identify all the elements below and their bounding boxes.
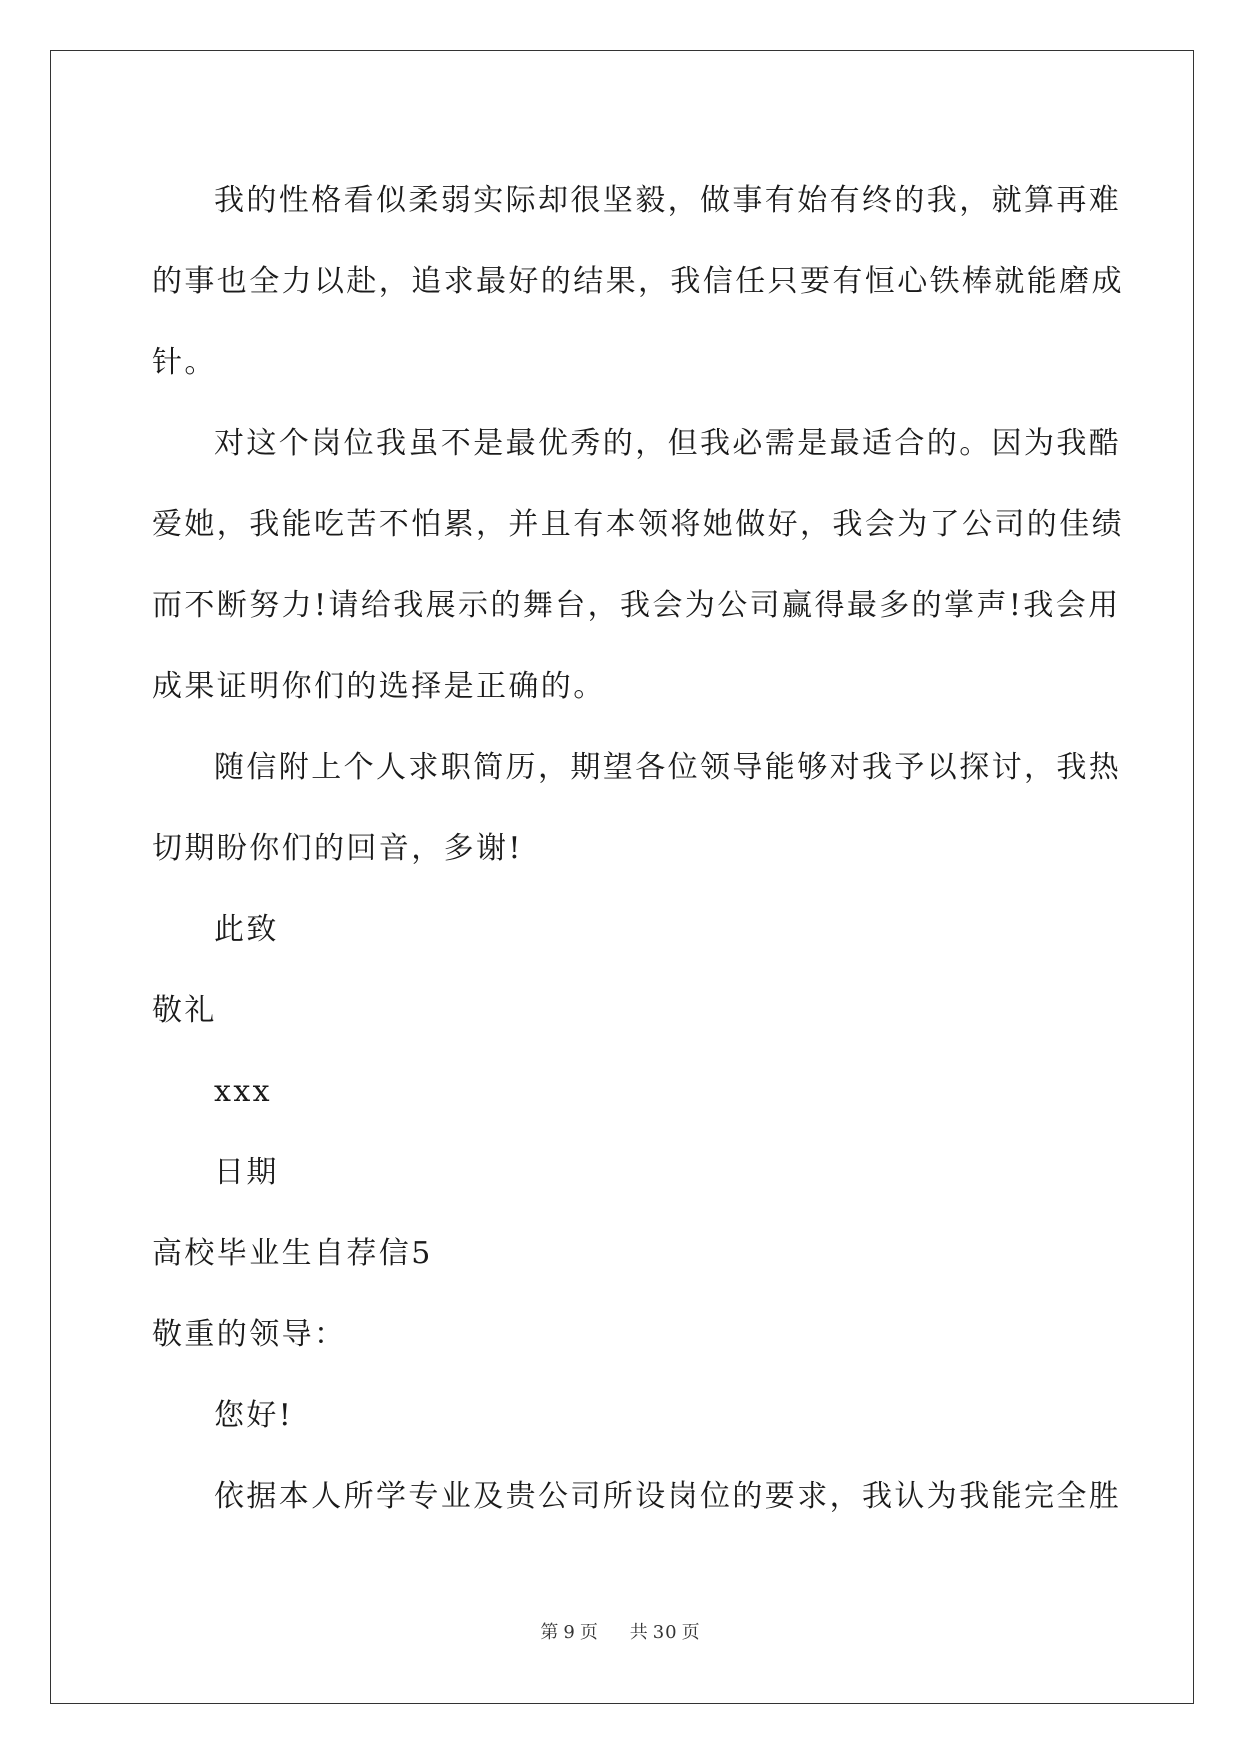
text-line: [152, 322, 1092, 403]
text-line-16: 依据本人所学专业及贵公司所设岗位的要求，我认为我能完全胜: [214, 1479, 1122, 1514]
section-title: 高校毕业生自荐信5: [152, 1236, 433, 1271]
text-line-1: 的事也全力以赴，追求最好的结果，我信任只要有恒心铁棒就能磨成: [152, 264, 1124, 299]
text-line: [152, 808, 1092, 889]
text-line: [152, 1294, 1092, 1375]
signature-name: xxx: [214, 1074, 272, 1109]
total-pages: 30: [652, 1622, 678, 1643]
text-line: [152, 970, 1092, 1051]
text-line: [152, 241, 1124, 322]
text-line-7: 随信附上个人求职简历，期望各位领导能够对我予以探讨，我热: [214, 750, 1122, 785]
text-line: [152, 1456, 1122, 1537]
page-label-prefix: 第: [540, 1622, 560, 1643]
text-line: [152, 1132, 1092, 1213]
page-number: 9: [563, 1622, 576, 1643]
text-line: [152, 1051, 1092, 1132]
text-line: [152, 160, 1122, 241]
text-line-0: 我的性格看似柔弱实际却很坚毅，做事有始有终的我，就算再难: [214, 183, 1122, 218]
text-line: [152, 646, 1092, 727]
page-footer: [0, 1618, 1241, 1644]
text-line: [152, 565, 1121, 646]
total-label-suffix: 页: [681, 1622, 701, 1643]
text-line-8: 切期盼你们的回音，多谢!: [152, 831, 523, 866]
text-line: [152, 1213, 1092, 1294]
text-line-3: 对这个岗位我虽不是最优秀的，但我必需是最适合的。因为我酷: [214, 426, 1122, 461]
page-label-suffix: 页: [579, 1622, 599, 1643]
text-line: [152, 727, 1122, 808]
text-line: [152, 403, 1122, 484]
closing-salutation: 此致: [214, 912, 279, 947]
greeting: 敬重的领导：: [152, 1317, 347, 1352]
greeting-hello: 您好!: [214, 1398, 294, 1433]
closing-regards: 敬礼: [152, 993, 217, 1028]
document-body: [152, 160, 1124, 1537]
text-line-2: 针。: [152, 345, 217, 380]
text-line-5: 而不断努力!请给我展示的舞台，我会为公司赢得最多的掌声!我会用: [152, 588, 1121, 623]
signature-date: 日期: [214, 1155, 279, 1190]
text-line: [152, 1375, 1092, 1456]
text-line: [152, 889, 1092, 970]
total-label-prefix: 共: [629, 1622, 649, 1643]
text-line-6: 成果证明你们的选择是正确的。: [152, 669, 606, 704]
text-line-4: 爱她，我能吃苦不怕累，并且有本领将她做好，我会为了公司的佳绩: [152, 507, 1124, 542]
text-line: [152, 484, 1124, 565]
